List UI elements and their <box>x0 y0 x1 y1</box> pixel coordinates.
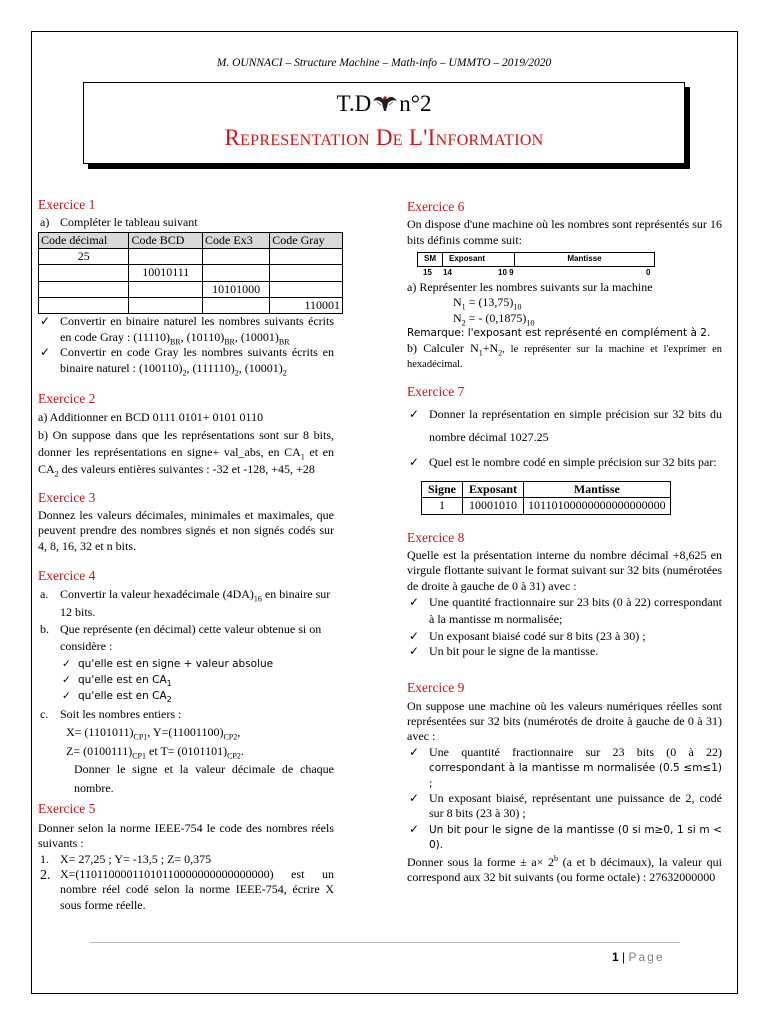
col-signe: Signe <box>422 481 463 497</box>
sub-cp2: CP2 <box>223 732 238 742</box>
period: . <box>240 743 244 758</box>
ex4-b-item-2-text: qu'elle est en CA <box>78 674 167 687</box>
main-title: Representation De L'Information <box>224 125 544 150</box>
check-icon: ✓ <box>409 744 420 759</box>
sub-cp1: CP1 <box>133 732 148 742</box>
ex4-c-last: Donner le signe et la valeur décimale de chaque nombre. <box>74 762 334 796</box>
ex9-i1a: Une quantité fractionnaire sur 23 bits (0 à 22) <box>429 744 722 759</box>
exercise-9-title: Exercice 9 <box>407 680 465 696</box>
ex2-b1: b) On suppose dans que les représentations sont sur 8 bits, donner les représentations en signe+ val_abs, en CA <box>38 427 334 459</box>
ex9-item-1 <box>407 745 722 791</box>
n1-value: = (13,75) <box>465 295 514 310</box>
bit-15: 15 <box>423 267 432 277</box>
td-prefix: T.D <box>336 91 372 116</box>
ex4-b-item-3-text: qu'elle est en CA <box>78 690 167 703</box>
ex6-b3: , le représenter sur la machine et l'exprimer en hexadécimal. <box>407 343 722 370</box>
check-icon: ✓ <box>409 594 420 609</box>
ex9-i3a: Un bit pour le signe de la mantisse <box>429 823 618 836</box>
ex2-b3: des valeurs entières suivantes : -32 et -128, +45, +28 <box>58 462 315 477</box>
ex4-x: X= (1101011) <box>66 725 134 740</box>
ex3-text: Donnez les valeurs décimales, minimales et maximales, que peuvent prendre des nombres signés et non signés codés sur 4, 8, 16, 32 et n bits. <box>38 507 334 553</box>
item-marker: 2. <box>40 867 51 883</box>
ex7-i2: Quel est le nombre codé en simple précision sur 32 bits par: <box>429 455 717 470</box>
ex1-a-text: Compléter le tableau suivant <box>60 215 198 230</box>
ex9-last1: Donner sous la forme ± a× 2 <box>407 854 555 869</box>
ex1-b2-text3: , (10001) <box>238 360 283 375</box>
ex5-i1: X= 27,25 ; Y= -13,5 ; Z= 0,375 <box>60 851 212 866</box>
ex6-n2 <box>407 311 722 326</box>
ex9-text: On suppose une machine où les valeurs numériques réelles sont représentées sur 32 bits (numérotés de droite à gauche de 0 à 31) avec : <box>407 698 722 744</box>
check-icon: ✓ <box>40 314 51 329</box>
table-cell <box>203 248 270 264</box>
table-cell <box>270 248 343 264</box>
field-exposant: Exposant <box>443 252 515 266</box>
sub-2: 2 <box>461 318 466 328</box>
col-mantisse: Mantisse <box>524 481 671 497</box>
table-row <box>39 281 343 297</box>
sub-br: BR <box>278 337 290 347</box>
check-icon: ✓ <box>409 406 420 421</box>
course-header: M. OUNNACI – Structure Machine – Math-info – UMMTO – 2019/2020 <box>216 57 552 69</box>
exercise-3-title: Exercice 3 <box>38 489 96 505</box>
table-cell <box>203 298 270 314</box>
ex8-item-2 <box>407 629 722 644</box>
table-cell <box>129 281 203 297</box>
item-marker: 1. <box>40 851 49 866</box>
table-row <box>39 265 343 281</box>
sub-2: 2 <box>54 469 59 479</box>
ex6-n1 <box>407 295 722 310</box>
table-cell: 110001 <box>270 298 343 314</box>
ex9-i1b: correspondant à la mantisse m normalisée (0.5 ≤m≤1) ; <box>429 762 722 790</box>
ex8-item-3 <box>407 644 722 659</box>
ex2-b <box>38 427 334 479</box>
ex6-b1: b) Calculer N <box>407 340 479 355</box>
ex9-last2: (a et b décimaux), la valeur qui correspond aux 32 bit suivants (ou forme octale) : 27632000000 <box>407 854 722 884</box>
ex4-c: Soit les nombres entiers : <box>60 706 182 721</box>
ex4-t: et T= (0101101) <box>146 743 228 758</box>
right-column <box>407 196 722 885</box>
field-mantisse: Mantisse <box>515 252 655 266</box>
sub-1: 1 <box>478 347 483 357</box>
page-label: Page <box>628 950 665 964</box>
sub-2: 2 <box>182 367 187 377</box>
exercise-5-title: Exercice 5 <box>38 800 96 816</box>
ex9-i3b: (0 si m≥0, 1 si m < 0). <box>429 823 722 852</box>
conversion-table <box>38 232 343 315</box>
sub-cp1: CP1 <box>132 751 146 761</box>
exercise-6-title: Exercice 6 <box>407 199 465 214</box>
ex9-item-2 <box>407 791 722 822</box>
table-cell <box>39 265 129 281</box>
ex4-b-item-3 <box>38 688 334 704</box>
check-icon: ✓ <box>409 821 420 836</box>
bit-10-9: 10 9 <box>498 267 514 277</box>
ex1-item-b2 <box>38 345 334 376</box>
field-sm: SM <box>418 252 443 266</box>
ex4-b: Que représente (en décimal) cette valeur obtenue si on considère : <box>60 622 322 654</box>
ex1-item-a <box>38 215 334 230</box>
td-title <box>84 89 684 118</box>
ex4-b-item-2 <box>38 672 334 688</box>
ex2-a: a) Additionner en BCD 0111 0101+ 0101 0110 <box>38 410 264 425</box>
sub-cp2: CP2 <box>227 751 241 761</box>
ex5-i2: X=(11011000011010110000000000000000) est un nombre réel codé selon la norme IEEE-754, écrire X sous forme réelle. <box>60 866 334 912</box>
table-row <box>39 248 343 264</box>
cell-signe: 1 <box>422 498 463 514</box>
exercise-1-title: Exercice 1 <box>38 197 96 212</box>
ex5-text: Donner selon la norme IEEE-754 le code des nombres réels suivants : <box>38 820 334 851</box>
ex4-b-item-1 <box>38 656 334 672</box>
table-cell: 10010111 <box>129 265 203 281</box>
ex4-item-b <box>38 621 334 656</box>
ex6-text: On dispose d'une machine où les nombres sont représentés sur 16 bits définis comme suit: <box>407 217 722 247</box>
ex4-c-line1 <box>38 723 334 742</box>
item-marker: c. <box>40 706 49 721</box>
ex4-item-a <box>38 586 334 621</box>
sub-16: 16 <box>253 594 262 604</box>
check-icon: ✓ <box>62 690 71 703</box>
item-marker: a. <box>40 587 49 602</box>
ex6-b <box>407 341 722 372</box>
exercise-7-title: Exercice 7 <box>407 384 465 400</box>
ex4-item-c <box>38 705 334 724</box>
table-cell <box>270 265 343 281</box>
ex8-text: Quelle est la présentation interne du nombre décimal +8,625 en virgule flottante suivant le format suivant sur 32 bits (numérotées de droite à gauche de 0 à 31) avec : <box>407 547 722 593</box>
page-num: 1 <box>612 950 619 964</box>
table-cell <box>39 281 129 297</box>
sub-2: 2 <box>282 367 287 377</box>
exercise-4-title: Exercice 4 <box>38 568 96 584</box>
col-exposant: Exposant <box>463 481 524 497</box>
ex4-y: , Y=(11001100) <box>147 725 224 740</box>
ex4-b-item-1-text: qu'elle est en signe + valeur absolue <box>78 657 274 670</box>
table-cell <box>129 248 203 264</box>
sub-10: 10 <box>513 302 522 312</box>
ex6-remark: Remarque: l'exposant est représenté en complément à 2. <box>407 327 711 340</box>
sub-1: 1 <box>166 679 172 689</box>
ex5-item-1 <box>38 852 334 867</box>
sub-br: BR <box>169 337 181 347</box>
n-label: N <box>453 310 462 325</box>
table-cell: 10101000 <box>203 281 270 297</box>
ex4-z: Z= (0100111) <box>66 743 133 758</box>
ex4-a2: en binaire sur 12 bits. <box>60 587 331 619</box>
footer-divider <box>90 942 680 943</box>
exercise-2-title: Exercice 2 <box>38 390 96 406</box>
table-cell <box>270 281 343 297</box>
sup-b: b <box>554 853 559 863</box>
item-marker: a) <box>40 215 50 230</box>
sub-br: BR <box>224 337 235 347</box>
single-precision-table <box>421 481 671 515</box>
item-marker: b. <box>40 622 49 637</box>
sub-10: 10 <box>526 318 535 328</box>
table-header: Code BCD <box>129 232 203 248</box>
ex9-last <box>407 855 722 886</box>
check-icon: ✓ <box>409 644 420 659</box>
table-cell <box>39 298 129 314</box>
ex8-i3: Un bit pour le signe de la mantisse. <box>429 644 599 659</box>
table-cell <box>203 265 270 281</box>
sub-2: 2 <box>166 695 172 705</box>
ex1-b1-text2: , (10110) <box>180 329 225 344</box>
table-cell: 25 <box>39 248 129 264</box>
check-icon: ✓ <box>409 790 420 805</box>
ex7-item-2 <box>407 451 722 474</box>
bit-14: 14 <box>443 267 452 277</box>
left-column <box>38 196 340 913</box>
ex6-a: a) Représenter les nombres suivants sur la machine <box>407 279 653 294</box>
ex1-item-b1 <box>38 314 334 345</box>
table-header: Code Ex3 <box>203 232 270 248</box>
ex1-b2-text: Convertir en code Gray les nombres suivants écrits en binaire naturel : (100110) <box>60 345 334 375</box>
n-label: N <box>453 295 462 310</box>
ex2-b2: et en CA <box>38 444 334 477</box>
exercise-8-title: Exercice 8 <box>407 529 465 545</box>
ex9-item-3 <box>407 822 722 853</box>
ex5-item-2 <box>38 867 334 913</box>
page-number <box>612 950 665 965</box>
ex8-i2: Un exposant biaisé codé sur 8 bits (23 à 30) ; <box>429 628 646 643</box>
ex7-i1: Donner la représentation en simple précision sur 32 bits du nombre décimal 1027.25 <box>429 406 722 445</box>
university-bird-logo-icon <box>372 91 398 111</box>
title-box <box>83 82 685 164</box>
n2-value: = - (0,1875) <box>465 310 527 325</box>
bit-0: 0 <box>646 267 651 277</box>
sub-2: 2 <box>498 347 503 357</box>
ex1-b1-text: Convertir en binaire naturel les nombres suivants écrits en code Gray : (11110) <box>60 314 334 344</box>
check-icon: ✓ <box>409 628 420 643</box>
sub-2: 2 <box>234 367 239 377</box>
table-cell <box>129 298 203 314</box>
ex4-c-line2 <box>38 742 334 761</box>
table-header: Code décimal <box>39 232 129 248</box>
ex9-i2: Un exposant biaisé, représentant une puissance de 2, codé sur 8 bits (23 à 30) ; <box>429 790 722 821</box>
comma: , <box>237 725 241 740</box>
sub-1: 1 <box>300 452 305 462</box>
format-16bit-table <box>417 252 655 267</box>
ex8-item-1 <box>407 594 722 629</box>
check-icon: ✓ <box>40 345 51 360</box>
ex4-a1: Convertir la valeur hexadécimale (4DA) <box>60 587 254 602</box>
bit-labels <box>421 268 722 280</box>
cell-mantisse: 10110100000000000000000 <box>524 498 671 514</box>
check-icon: ✓ <box>62 657 71 670</box>
ex8-i1: Une quantité fractionnaire sur 23 bits (0 à 22) correspondant à la mantisse m normalisée; <box>429 594 722 627</box>
page-sep: | <box>618 950 629 964</box>
cell-exposant: 10001010 <box>463 498 524 514</box>
table-row <box>39 298 343 314</box>
td-number: n°2 <box>399 91 432 116</box>
sub-1: 1 <box>461 302 466 312</box>
ex7-item-1 <box>407 403 722 450</box>
ex6-b2: +N <box>482 340 499 355</box>
ex1-b2-text2: , (111110) <box>186 360 235 375</box>
table-header: Code Gray <box>270 232 343 248</box>
ex1-b1-text3: , (10001) <box>234 329 279 344</box>
check-icon: ✓ <box>62 674 71 687</box>
check-icon: ✓ <box>409 455 420 470</box>
